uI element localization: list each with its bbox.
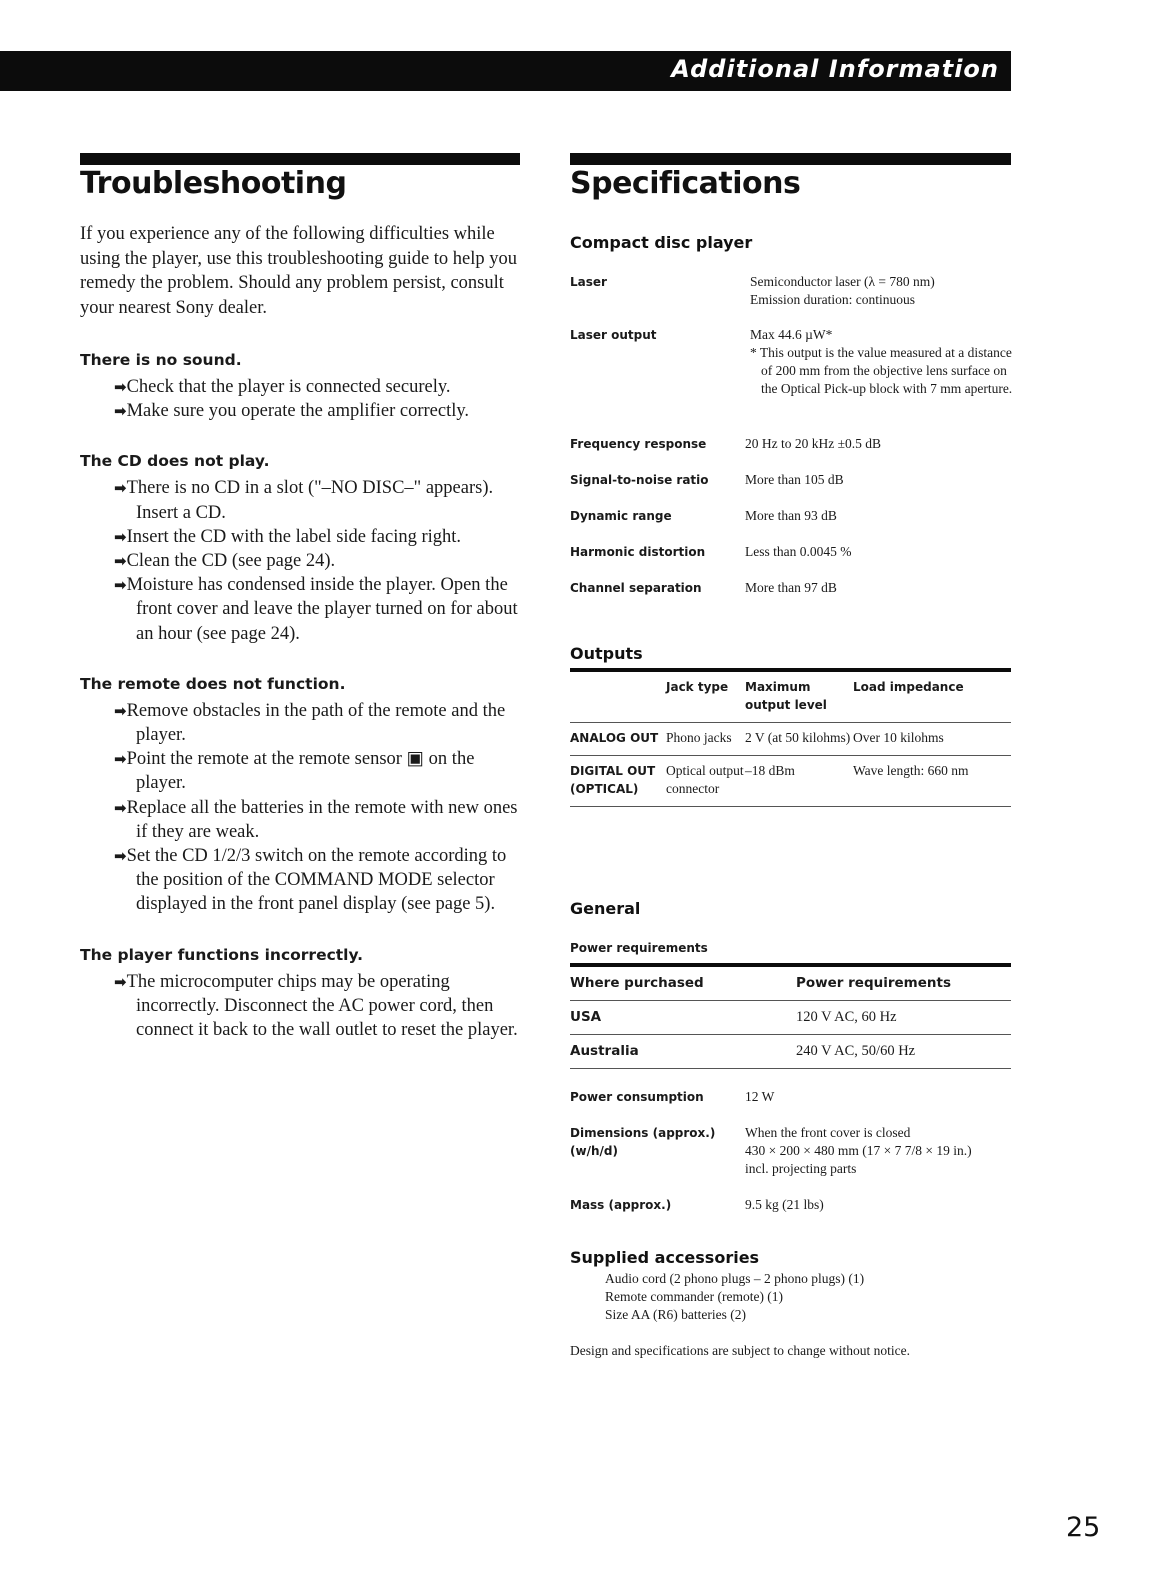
section-header-band (0, 51, 1011, 91)
spec-value: Semiconductor laser (λ = 780 nm) Emission duration: continuous (750, 274, 935, 307)
problem-heading: The remote does not function. (80, 674, 346, 693)
spec-value: Less than 0.0045 % (745, 544, 852, 559)
arrow-right-icon: ➡ (114, 378, 127, 396)
table-cell: 120 V AC, 60 Hz (796, 1001, 1011, 1035)
table-cell: Phono jacks (666, 723, 745, 756)
spec-label: Channel separation (570, 581, 702, 595)
spec-label: Power consumption (570, 1090, 704, 1104)
spec-value: More than 105 dB (745, 472, 844, 487)
remedy-item: ➡Check that the player is connected securely. (114, 377, 451, 397)
power-table (570, 963, 1011, 1069)
table-cell: Wave length: 660 nm (853, 756, 1011, 807)
troubleshooting-title: Troubleshooting (80, 166, 347, 201)
remedy-item: ➡The microcomputer chips may be operating incorrectly. Disconnect the AC power cord, then connect it back to the wall outlet to reset the player. (114, 971, 518, 1041)
problem-heading: There is no sound. (80, 351, 242, 369)
table-cell: Optical output connector (666, 756, 745, 807)
spec-value: 12 W (745, 1089, 775, 1104)
spec-value: When the front cover is closed 430 × 200 × 480 mm (17 × 7 7/8 × 19 in.) incl. projecting parts (745, 1125, 972, 1176)
general-heading: General (570, 899, 641, 918)
accessories-heading: Supplied accessories (570, 1248, 760, 1267)
spec-label: Dimensions (approx.) (w/h/d) (570, 1126, 716, 1158)
table-row (570, 1035, 1011, 1069)
remedy-item: ➡Moisture has condensed inside the player. Open the front cover and leave the player turned on for about an hour (see page 24). (114, 575, 518, 644)
table-cell: 240 V AC, 50/60 Hz (796, 1035, 1011, 1069)
table-cell: USA (570, 1001, 796, 1035)
spec-value: 20 Hz to 20 kHz ±0.5 dB (745, 436, 882, 451)
arrow-right-icon: ➡ (114, 479, 127, 498)
table-cell: DIGITAL OUT (OPTICAL) (570, 756, 666, 807)
power-requirements-label: Power requirements (570, 941, 708, 955)
list-item: Remote commander (remote) (1) (605, 1289, 784, 1304)
arrow-right-icon: ➡ (114, 847, 127, 866)
table-header: Power requirements (796, 965, 1011, 1001)
table-header: Jack type (666, 680, 729, 694)
table-header: Maximum output level (745, 680, 827, 712)
remedy-item: ➡Set the CD 1/2/3 switch on the remote according to the position of the COMMAND MODE selector displayed in the front panel display (see page 5). (114, 846, 507, 915)
arrow-right-icon: ➡ (114, 527, 127, 546)
specifications-rule (570, 153, 1011, 165)
page-number: 25 (1066, 1512, 1101, 1543)
problem-heading: The player functions incorrectly. (80, 945, 364, 964)
problem-remote (80, 673, 520, 917)
spec-label: Signal-to-noise ratio (570, 473, 709, 487)
arrow-right-icon: ➡ (114, 972, 127, 991)
problem-cd-not-play (80, 450, 520, 645)
spec-label: Laser output (570, 328, 657, 342)
outputs-table (570, 668, 1011, 807)
list-item: Size AA (R6) batteries (2) (605, 1307, 746, 1322)
problem-no-sound (80, 349, 520, 423)
table-cell: –18 dBm (745, 756, 853, 807)
table-header-row (570, 670, 1011, 723)
arrow-right-icon: ➡ (114, 750, 127, 769)
troubleshooting-rule (80, 153, 520, 165)
table-header-row (570, 965, 1011, 1001)
remedy-item: ➡Remove obstacles in the path of the remote and the player. (114, 700, 506, 746)
spec-value: Max 44.6 µW* * This output is the value measured at a distance of 200 mm from the objective lens surface on the Optical Pick-up block with 7 mm aperture. (750, 326, 1015, 398)
list-item: Audio cord (2 phono plugs – 2 phono plugs) (1) (605, 1271, 865, 1286)
specifications-title: Specifications (570, 166, 801, 201)
outputs-heading: Outputs (570, 644, 643, 663)
arrow-right-icon: ➡ (114, 402, 127, 421)
remedy-item: ➡Insert the CD with the label side facing right. (114, 526, 462, 547)
spec-value: 9.5 kg (21 lbs) (745, 1197, 824, 1212)
problem-incorrect-function (80, 944, 520, 1043)
table-row (570, 756, 1011, 807)
spec-label: Frequency response (570, 437, 707, 451)
table-cell: ANALOG OUT (570, 723, 666, 756)
arrow-right-icon: ➡ (114, 701, 127, 720)
table-header: Where purchased (570, 965, 796, 1001)
spec-value: More than 93 dB (745, 508, 837, 523)
problem-heading: The CD does not play. (80, 452, 270, 471)
table-header-empty (570, 670, 666, 723)
spec-label: Harmonic distortion (570, 545, 706, 559)
troubleshooting-section (80, 222, 520, 1042)
spec-value: More than 97 dB (745, 580, 837, 595)
table-header: Load impedance (853, 680, 964, 694)
spec-label: Dynamic range (570, 509, 672, 523)
remedy-item: ➡There is no CD in a slot ("–NO DISC–" appears). Insert a CD. (80, 476, 520, 524)
cd-player-heading: Compact disc player (570, 233, 753, 252)
remedy-subtext: Insert a CD. (136, 502, 226, 523)
arrow-right-icon: ➡ (114, 798, 127, 817)
accessories-list (605, 1270, 864, 1324)
table-cell: Over 10 kilohms (853, 723, 1011, 756)
laser-footnote: * This output is the value measured at a distance of 200 mm from the objective lens surface on the Optical Pick-up block with 7 mm aperture. (750, 345, 1013, 396)
spec-label: Mass (approx.) (570, 1198, 672, 1212)
specifications-footnote: Design and specifications are subject to change without notice. (570, 1343, 911, 1358)
remedy-item: ➡Clean the CD (see page 24). (114, 551, 336, 572)
remedy-item: ➡Replace all the batteries in the remote with new ones if they are weak. (114, 797, 518, 842)
spec-label: Laser (570, 275, 607, 289)
troubleshooting-intro: If you experience any of the following difficulties while using the player, use this troubleshooting guide to help you remedy the problem. Should any problem persist, consult your nearest Sony dealer. (80, 224, 518, 318)
remedy-item: ➡Make sure you operate the amplifier correctly. (114, 401, 470, 422)
arrow-right-icon: ➡ (114, 552, 127, 571)
table-row (570, 1001, 1011, 1035)
section-title: Additional Information (671, 55, 999, 83)
table-cell: 2 V (at 50 kilohms) (745, 723, 853, 756)
remedy-item: ➡Point the remote at the remote sensor ▣ on the player. (114, 749, 475, 794)
table-cell: Australia (570, 1035, 796, 1069)
table-row (570, 723, 1011, 756)
arrow-right-icon: ➡ (114, 576, 127, 595)
